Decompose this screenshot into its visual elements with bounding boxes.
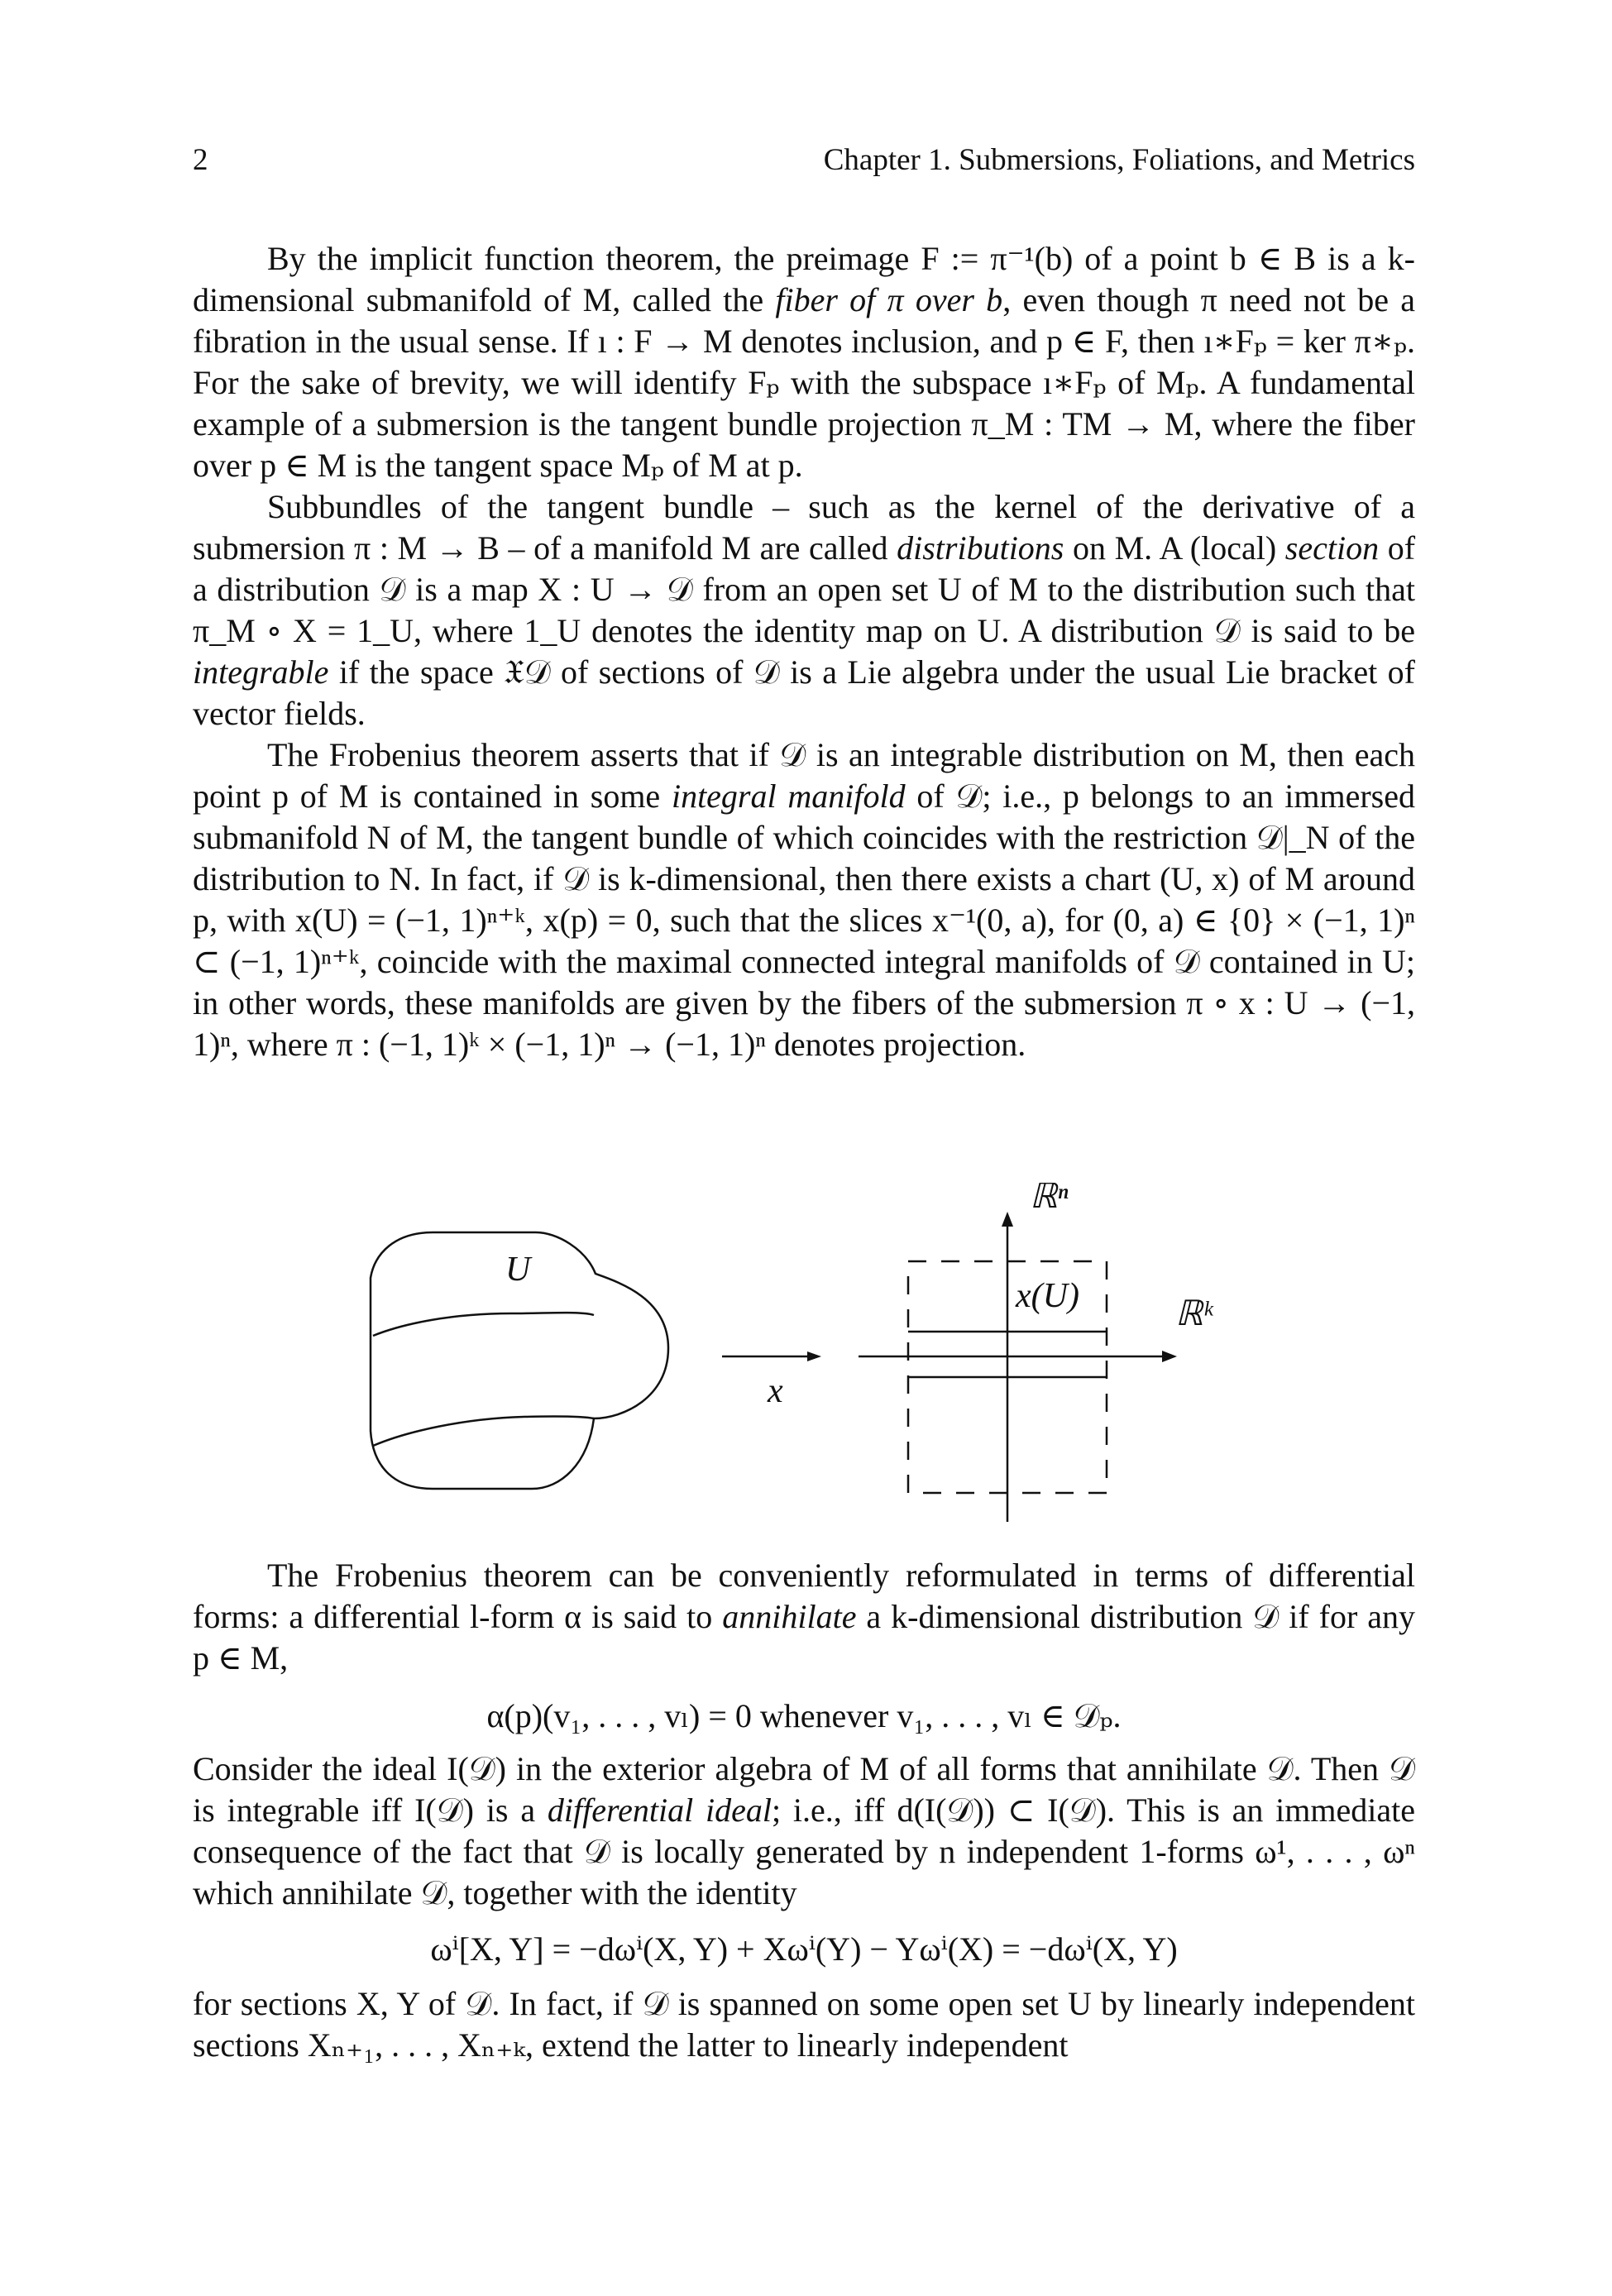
axis-horizontal-arrowhead-icon xyxy=(1162,1351,1177,1362)
page-number: 2 xyxy=(193,143,208,177)
term-annihilate: annihilate xyxy=(722,1598,857,1635)
label-Rk: ℝᵏ xyxy=(1175,1295,1213,1333)
paragraph-ideal: Consider the ideal I(𝒟) in the exterior algebra of M of all forms that annihilate 𝒟. Then 𝒟 is integrable iff I(𝒟) is a differential ideal; i.e., iff d(I(𝒟)) ⊂ I(𝒟). This is an immediate consequence of the fact that 𝒟 is locally generated by n independent 1-forms ω¹, . . . , ωⁿ which annihilate 𝒟, together with the identity xyxy=(193,1750,1415,1911)
text-block-top xyxy=(193,238,1415,1065)
manifold-curve-upper xyxy=(373,1313,594,1336)
label-x: x xyxy=(768,1372,783,1410)
equation-annihilate: α(p)(v₁, . . . , vₗ) = 0 whenever v₁, . . . , vₗ ∈ 𝒟ₚ. xyxy=(486,1697,1122,1734)
term-differential-ideal: differential ideal xyxy=(547,1791,772,1829)
term-fiber: fiber of π over b xyxy=(775,281,1003,318)
paragraph-forms: The Frobenius theorem can be conveniently reformulated in terms of differential forms: a differential l-form α is said to annihilate a k-dimensional distribution 𝒟 if for any p ∈ M, xyxy=(193,1557,1416,1677)
paragraph-sections: for sections X, Y of 𝒟. In fact, if 𝒟 is spanned on some open set U by linearly independent sections Xₙ₊₁, . . . , Xₙ₊ₖ, extend the latter to linearly independent xyxy=(193,1985,1415,2064)
term-integral-manifold: integral manifold xyxy=(671,777,906,815)
term-distributions: distributions xyxy=(897,529,1064,567)
equation-bracket-identity: ωⁱ[X, Y] = −dωⁱ(X, Y) + Xωⁱ(Y) − Yωⁱ(X) = −dωⁱ(X, Y) xyxy=(430,1930,1178,1968)
manifold-curve-lower xyxy=(373,1416,594,1446)
paragraph-fiber: By the implicit function theorem, the preimage F := π⁻¹(b) of a point b ∈ B is a k-dimensional submanifold of M, called the fiber of π over b, even though π need not be a fibration in the usual sense. If ı : F → M denotes inclusion, and p ∈ F, then ı∗Fₚ = ker π∗ₚ. For the sake of brevity, we will identify Fₚ with the subspace ı∗Fₚ of Mₚ. A fundamental example of a submersion is the tangent bundle projection π_M : TM → M, where the fiber over p ∈ M is the tangent space Mₚ of M at p. xyxy=(193,240,1415,484)
label-U: U xyxy=(505,1251,531,1289)
figure-chart-diagram xyxy=(193,1183,1415,1538)
paragraph-frobenius: The Frobenius theorem asserts that if 𝒟 is an integrable distribution on M, then each point p of M is contained in some integral manifold of 𝒟; i.e., p belongs to an immersed submanifold N of M, the tangent bundle of which coincides with the restriction 𝒟|_N of the distribution to N. In fact, if 𝒟 is k-dimensional, then there exists a chart (U, x) of M around p, with x(U) = (−1, 1)ⁿ⁺ᵏ, x(p) = 0, such that the slices x⁻¹(0, a), for (0, a) ∈ {0} × (−1, 1)ⁿ ⊂ (−1, 1)ⁿ⁺ᵏ, coincide with the maximal connected integral manifolds of 𝒟 contained in U; in other words, these manifolds are given by the fibers of the submersion π ∘ x : U → (−1, 1)ⁿ, where π : (−1, 1)ᵏ × (−1, 1)ⁿ → (−1, 1)ⁿ denotes projection. xyxy=(193,736,1415,1063)
figure-svg xyxy=(193,1183,1415,1538)
running-title: Chapter 1. Submersions, Foliations, and Metrics xyxy=(823,143,1415,177)
page-header xyxy=(193,142,1415,184)
axis-vertical-arrowhead-icon xyxy=(1002,1212,1013,1227)
term-section: section xyxy=(1284,529,1380,567)
label-Rn: ℝⁿ xyxy=(1030,1183,1069,1216)
map-arrowhead-icon xyxy=(807,1351,821,1361)
text-block-bottom xyxy=(193,1555,1415,2066)
term-integrable: integrable xyxy=(193,653,329,691)
paragraph-distributions: Subbundles of the tangent bundle – such as the kernel of the derivative of a submersion π : M → B – of a manifold M are called distributions on M. A (local) section of a distribution 𝒟 is a map X : U → 𝒟 from an open set U of M to the distribution such that π_M ∘ X = 1_U, where 1_U denotes the identity map on U. A distribution 𝒟 is said to be integrable if the space 𝔛𝒟 of sections of 𝒟 is a Lie algebra under the usual Lie bracket of vector fields. xyxy=(193,488,1416,732)
label-xU: x(U) xyxy=(1016,1277,1079,1315)
